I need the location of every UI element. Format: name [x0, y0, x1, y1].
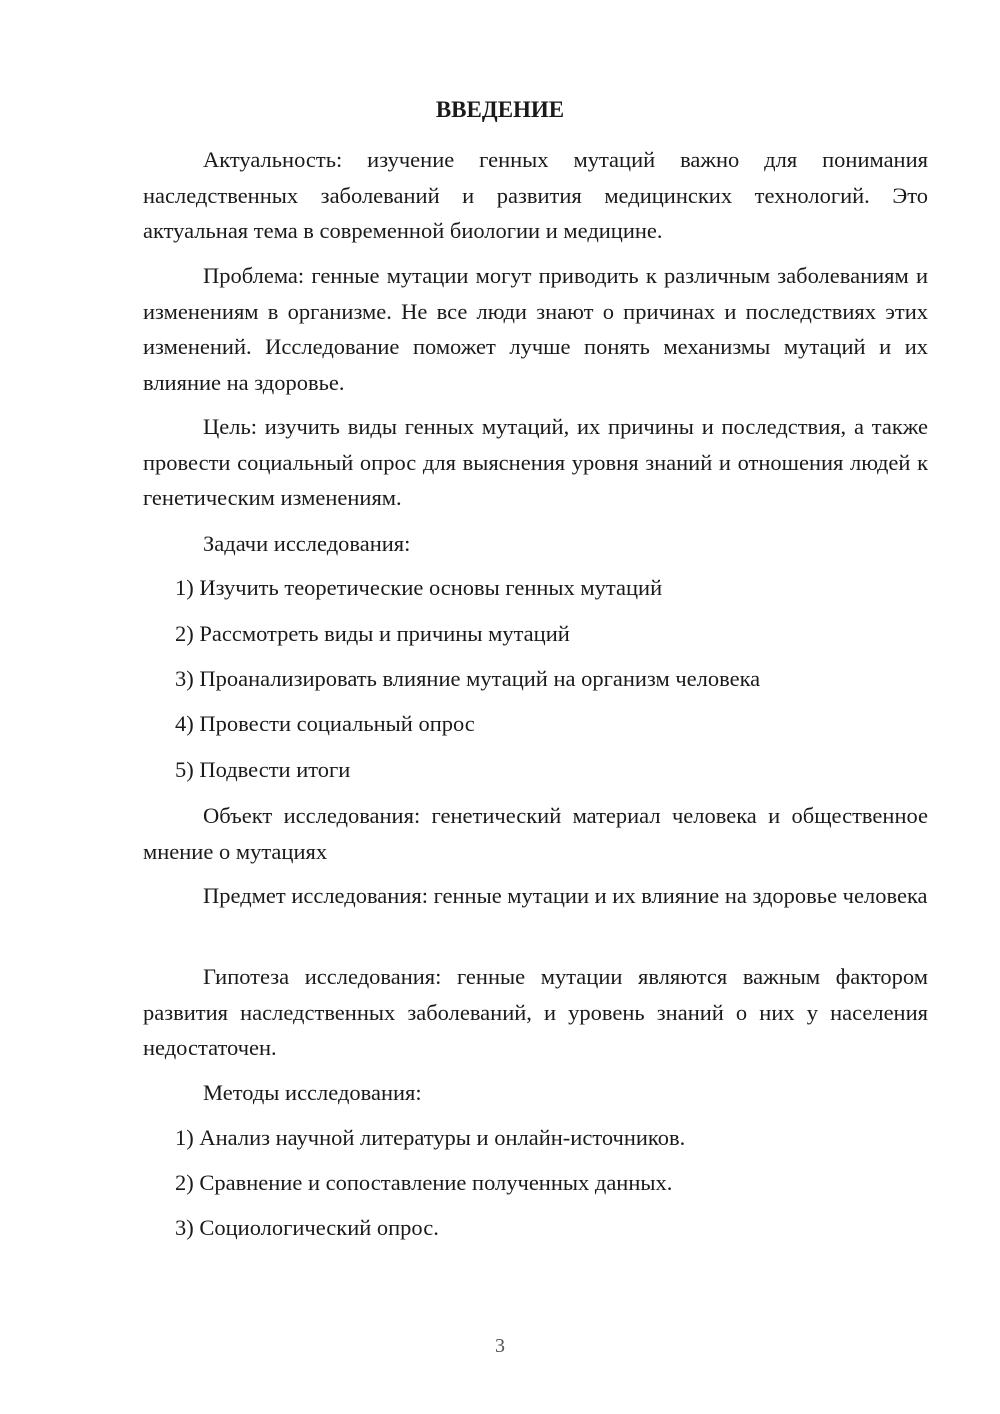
goal-paragraph: Цель: изучить виды генных мутаций, их причины и последствия, а также провести социальный опрос для выяснения уровня знаний и отношения людей к генетическим изменениям. [143, 414, 928, 510]
subject-paragraph: Предмет исследования: генные мутации и их влияние на здоровье человека [203, 883, 928, 908]
problem-paragraph: Проблема: генные мутации могут приводить к различным заболеваниям и изменениям в организме. Не все люди знают о причинах и последствиях этих изменений. Исследование поможет лучше понять механизмы мутаций и их влияние на здоровье. [143, 263, 928, 395]
methods-heading: Методы исследования: [203, 1080, 422, 1105]
method-item: 1) Анализ научной литературы и онлайн-источников. [175, 1125, 686, 1150]
task-item: 5) Подвести итоги [175, 757, 351, 782]
method-item: 2) Сравнение и сопоставление полученных данных. [175, 1170, 673, 1195]
page-title: ВВЕДЕНИЕ [435, 97, 565, 122]
hypothesis-paragraph: Гипотеза исследования: генные мутации являются важным фактором развития наследственных заболеваний, и уровень знаний о них у населения недостаточен. [143, 964, 928, 1060]
page-number: 3 [495, 1335, 505, 1357]
task-item: 3) Проанализировать влияние мутаций на организм человека [175, 666, 761, 691]
task-item: 2) Рассмотреть виды и причины мутаций [175, 621, 570, 646]
method-item: 3) Социологический опрос. [175, 1215, 439, 1240]
relevance-paragraph: Актуальность: изучение генных мутаций важно для понимания наследственных заболеваний и развития медицинских технологий. Это актуальная тема в современной биологии и медицине. [143, 147, 928, 243]
task-item: 1) Изучить теоретические основы генных мутаций [175, 575, 663, 600]
tasks-heading: Задачи исследования: [203, 531, 411, 556]
object-paragraph: Объект исследования: генетический материал человека и общественное мнение о мутациях [143, 803, 928, 864]
task-item: 4) Провести социальный опрос [175, 711, 475, 736]
